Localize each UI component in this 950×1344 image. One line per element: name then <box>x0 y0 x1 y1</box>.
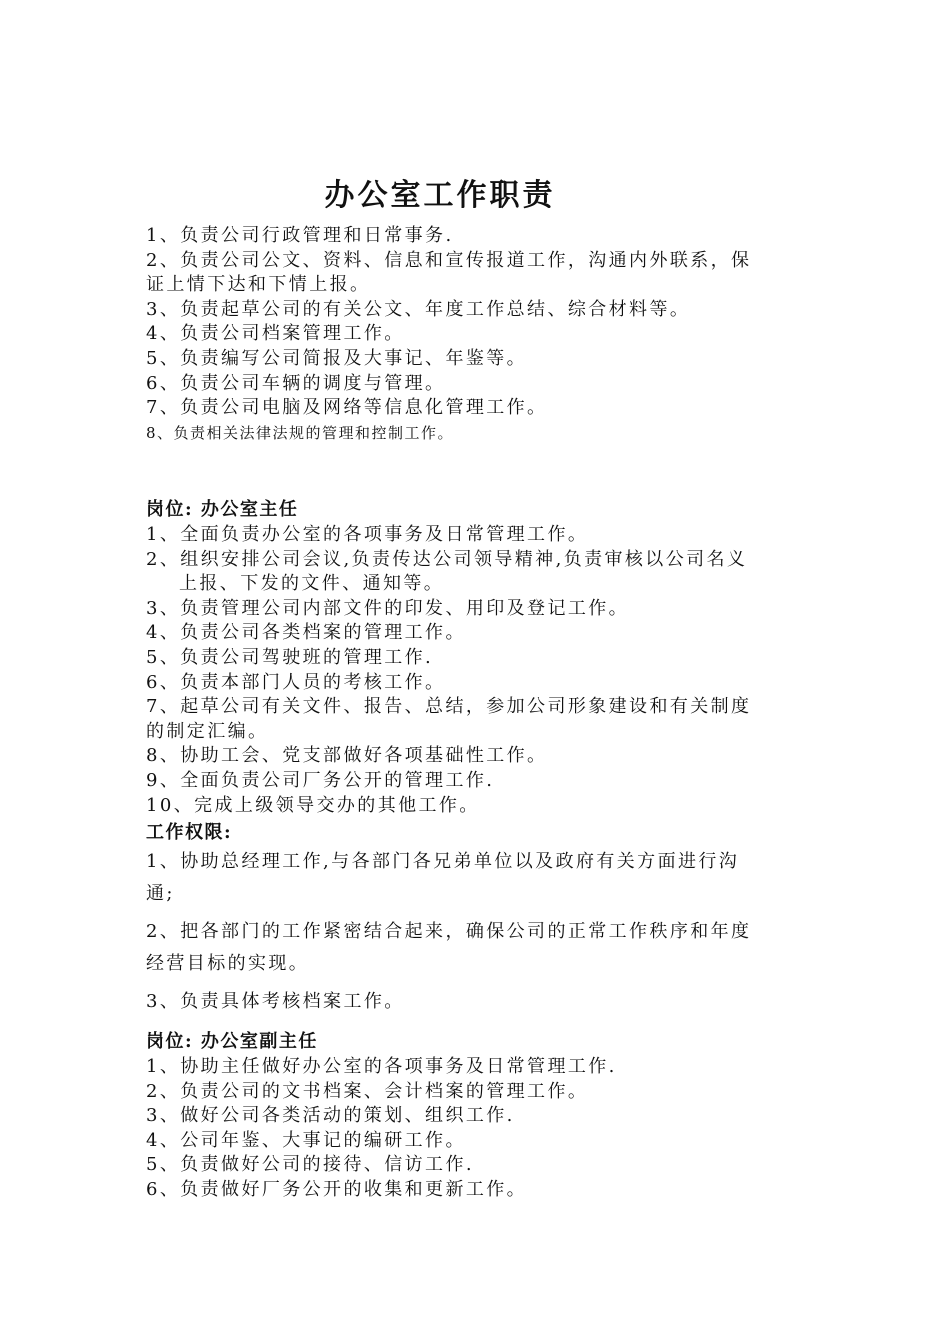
director-section <box>146 497 816 818</box>
list-item: 的制定汇编。 <box>146 720 269 742</box>
list-item: 1、协助总经理工作,与各部门各兄弟单位以及政府有关方面进行沟 <box>146 851 740 872</box>
list-item: 6、负责本部门人员的考核工作。 <box>146 671 446 693</box>
list-item: 上报、下发的文件、通知等。 <box>179 573 445 595</box>
list-item: 2、把各部门的工作紧密结合起来，确保公司的正常工作秩序和年度 <box>146 921 752 942</box>
director-heading: 岗位: 办公室主任 <box>146 499 299 520</box>
list-item: 5、负责做好公司的接待、信访工作. <box>146 1154 474 1176</box>
list-item: 经营目标的实现。 <box>146 953 310 974</box>
list-item: 6、负责做好厂务公开的收集和更新工作。 <box>146 1178 528 1200</box>
list-item: 4、公司年鉴、大事记的编研工作。 <box>146 1129 466 1151</box>
list-item: 2、负责公司公文、资料、信息和宣传报道工作，沟通内外联系，保 <box>146 249 752 271</box>
document-title: 办公室工作职责 <box>324 178 556 213</box>
list-item: 2、负责公司的文书档案、会计档案的管理工作。 <box>146 1080 589 1102</box>
list-item: 7、起草公司有关文件、报告、总结，参加公司形象建设和有关制度 <box>146 696 752 718</box>
authority-section <box>146 820 816 1018</box>
list-item: 4、负责公司档案管理工作。 <box>146 323 405 345</box>
general-duties-list <box>146 224 816 445</box>
list-item: 3、负责管理公司内部文件的印发、用印及登记工作。 <box>146 597 630 619</box>
list-item: 1、协助主任做好办公室的各项事务及日常管理工作. <box>146 1056 617 1077</box>
list-item: 6、负责公司车辆的调度与管理。 <box>146 372 446 394</box>
list-item: 3、负责具体考核档案工作。 <box>146 991 405 1012</box>
list-item: 8、协助工会、党支部做好各项基础性工作。 <box>146 745 548 767</box>
list-item: 7、负责公司电脑及网络等信息化管理工作。 <box>146 397 548 419</box>
list-item: 3、做好公司各类活动的策划、组织工作. <box>146 1105 515 1127</box>
list-item: 5、负责公司驾驶班的管理工作. <box>146 646 434 668</box>
list-item: 证上情下达和下情上报。 <box>146 274 371 296</box>
list-item: 2、组织安排公司会议,负责传达公司领导精神,负责审核以公司名义 <box>146 548 748 570</box>
list-item: 1、负责公司行政管理和日常事务. <box>146 225 454 246</box>
list-item: 5、负责编写公司简报及大事记、年鉴等。 <box>146 347 528 369</box>
deputy-section <box>146 1029 816 1203</box>
deputy-heading: 岗位: 办公室副主任 <box>146 1031 318 1052</box>
list-item: 9、全面负责公司厂务公开的管理工作. <box>146 769 495 791</box>
list-item: 3、负责起草公司的有关公文、年度工作总结、综合材料等。 <box>146 298 691 320</box>
list-item: 4、负责公司各类档案的管理工作。 <box>146 622 466 644</box>
list-item: 8、负责相关法律法规的管理和控制工作。 <box>146 423 455 442</box>
list-item: 10、完成上级领导交办的其他工作。 <box>146 794 480 816</box>
authority-heading: 工作权限: <box>146 822 233 843</box>
list-item: 1、全面负责办公室的各项事务及日常管理工作。 <box>146 524 589 545</box>
list-item: 通; <box>146 883 175 904</box>
